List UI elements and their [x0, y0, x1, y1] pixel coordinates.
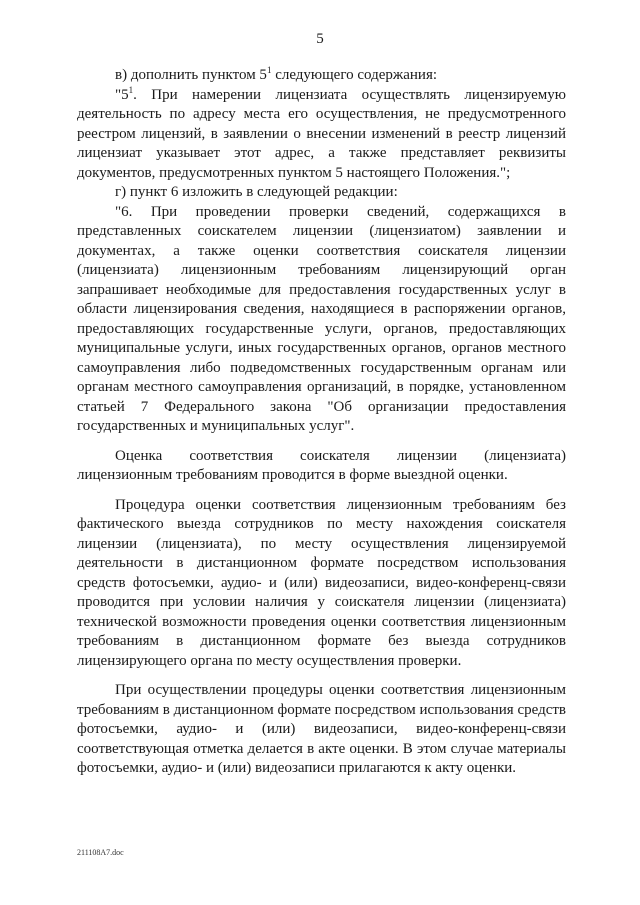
page-number: 5: [316, 31, 324, 47]
superscript: 1: [128, 84, 134, 95]
paragraph-text: "5: [115, 86, 129, 103]
paragraph-text: . При намерении лицензиата осуществлять лицензируемую деятельность по адресу места его осуществления, не предусмотренного реестром лицензий, в заявлении о внесении изменений в реестр лицензий лицензиат указывает этот адрес, а также представляет реквизиты документов, предусмотренных пунктом 5 настоящего Положения.";: [77, 86, 566, 181]
superscript: 1: [266, 65, 272, 75]
paragraph-text: следующего содержания:: [271, 67, 438, 83]
paragraph-amendment-v: [77, 66, 566, 86]
document-body: [77, 66, 566, 779]
document-filename: 211108А7.doc: [77, 848, 124, 857]
paragraph-remote-procedure: Процедура оценки соответствия лицензионным требованиям без фактического выезда сотрудников по месту нахождения соискателя лицензии (лицензиата), по месту осуществления лицензируемой деятельности в дистанционном формате посредством использования средств фотосъемки, аудио- и (или) видеозаписи, видео-конференц-связи проводится при условии наличия у соискателя лицензии (лицензиата) технической возможности проведения оценки соответствия лицензионным требованиям в дистанционном формате без выезда сотрудников лицензирующего органа по месту осуществления проверки.: [77, 496, 566, 669]
paragraph-point-6: "6. При проведении проверки сведений, содержащихся в представленных соискателем лицензии (лицензиатом) заявлении и документах, а также оценки соответствия соискателя лицензии (лицензиата) лицензионным требованиям лицензирующий орган запрашивает необходимые для предоставления государственных услуг в области лицензирования сведения, находящиеся в распоряжении органов, предоставляющих государственные услуги, органов, предоставляющих муниципальные услуги, иных государственных органов, органов местного самоуправления либо подведомственных государственным органам или органам местного самоуправления организаций, в порядке, установленном статьей 7 Федерального закона "Об организации предоставления государственных и муниципальных услуг".: [77, 203, 566, 434]
paragraph-text: в) дополнить пунктом 5: [115, 67, 267, 83]
paragraph-point-5-1: [77, 86, 566, 184]
paragraph-remote-materials: При осуществлении процедуры оценки соответствия лицензионным требованиям в дистанционном формате посредством использования средств фотосъемки, аудио- и (или) видеозаписи, видео-конференц-связи соответствующая отметка делается в акте оценки. В этом случае материалы фотосъемки, аудио- и (или) видеозаписи прилагаются к акту оценки.: [77, 682, 566, 776]
paragraph-amendment-g: г) пункт 6 изложить в следующей редакции:: [115, 184, 398, 200]
paragraph-assessment-form: Оценка соответствия соискателя лицензии (лицензиата) лицензионным требованиям проводится в форме выездной оценки.: [77, 447, 566, 483]
